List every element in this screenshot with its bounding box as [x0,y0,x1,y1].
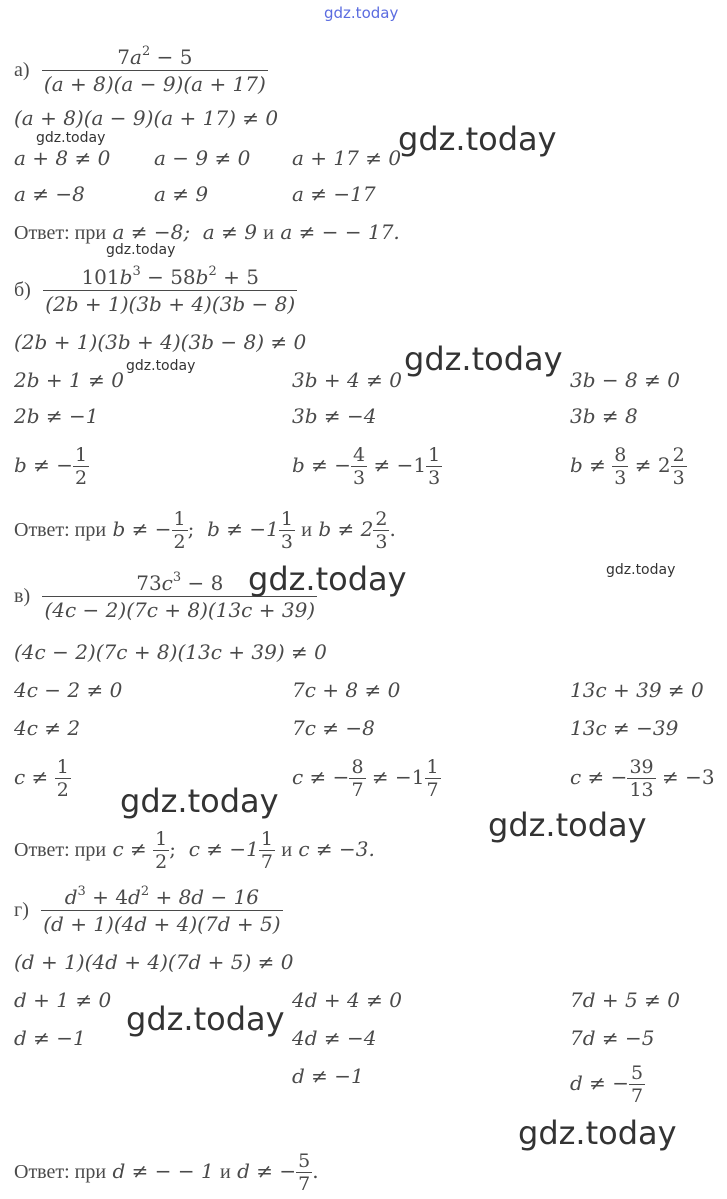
part-a-cond-3: a + 17 ≠ 0 [292,146,402,170]
part-g-label: г) [14,899,29,921]
watermark: gdz.today [488,806,647,844]
watermark-top: gdz.today [324,4,399,22]
part-a-label: а) [14,59,30,81]
part-v-numerator: $73c^3 - 8$ [42,570,317,597]
part-v-condition: (4c − 2)(7c + 8)(13c + 39) ≠ 0 [14,640,327,664]
part-b-cond-3: 3b − 8 ≠ 0 [570,368,680,392]
watermark: gdz.today [106,242,176,258]
watermark: gdz.today [398,120,557,158]
part-v-denominator: (4c − 2)(7c + 8)(13c + 39) [44,598,316,622]
part-b-numerator: $101b^3 - 58b^2 + 5$ [43,264,297,291]
part-b-answer: Ответ: при b ≠ − $\frac{1}{2}$ ; b ≠ −1 $\frac{1}{3}$ и b ≠ 2 $\frac{2}{3}$ . [14,508,396,553]
part-v-cond-3: 13c + 39 ≠ 0 [570,678,704,702]
part-v-answer: Ответ: при c ≠ $\frac{1}{2}$ ; c ≠ −1 $\frac{1}{7}$ и c ≠ −3. [14,828,375,873]
part-a-sol-2: a ≠ 9 [154,182,209,206]
watermark: gdz.today [248,560,407,598]
part-b-condition: (2b + 1)(3b + 4)(3b − 8) ≠ 0 [14,330,307,354]
watermark: gdz.today [606,562,676,578]
watermark: gdz.today [120,782,279,820]
watermark: gdz.today [518,1114,677,1152]
part-v-root-1: c ≠ $\frac{1}{2}$ [14,756,69,801]
watermark: gdz.today [404,340,563,378]
part-v-root-3: c ≠ − $\frac{39}{13}$ ≠ −3 [570,756,715,801]
part-b-sol-1: 2b ≠ −1 [14,404,99,428]
part-a-sol-1: a ≠ −8 [14,182,85,206]
part-g-sol-2: 4d ≠ −4 [292,1026,377,1050]
part-v-sol-1: 4c ≠ 2 [14,716,81,740]
part-a-fraction [42,44,268,97]
watermark: gdz.today [36,130,106,146]
part-b-denominator: (2b + 1)(3b + 4)(3b − 8) [45,292,296,316]
part-g-numerator: $d^3 + 4d^2 + 8d - 16$ [41,884,282,911]
part-b-fraction [43,264,297,317]
part-a-expression [14,44,268,97]
part-a-condition: (a + 8)(a − 9)(a + 17) ≠ 0 [14,106,279,130]
part-g-condition: (d + 1)(4d + 4)(7d + 5) ≠ 0 [14,950,294,974]
part-g-sol-1: d ≠ −1 [14,1026,86,1050]
part-g-expression [14,884,283,937]
part-v-cond-2: 7c + 8 ≠ 0 [292,678,401,702]
part-g-denominator: (d + 1)(4d + 4)(7d + 5) [43,912,281,936]
part-v-root-2: c ≠ − $\frac{8}{7}$ ≠ −1 $\frac{1}{7}$ [292,756,439,801]
part-g-root-3: d ≠ − $\frac{5}{7}$ [570,1062,644,1107]
part-b-expression [14,264,297,317]
part-g-fraction [41,884,282,937]
part-b-sol-2: 3b ≠ −4 [292,404,377,428]
part-a-cond-1: a + 8 ≠ 0 [14,146,111,170]
part-g-sol-3: 7d ≠ −5 [570,1026,655,1050]
part-g-root-2: d ≠ −1 [292,1064,364,1088]
part-b-cond-1: 2b + 1 ≠ 0 [14,368,124,392]
part-b-cond-2: 3b + 4 ≠ 0 [292,368,402,392]
part-a-denominator: (a + 8)(a − 9)(a + 17) [43,72,266,96]
part-g-cond-2: 4d + 4 ≠ 0 [292,988,402,1012]
part-g-cond-3: 7d + 5 ≠ 0 [570,988,680,1012]
part-v-sol-2: 7c ≠ −8 [292,716,375,740]
watermark: gdz.today [126,1000,285,1038]
part-a-answer: Ответ: при a ≠ −8; a ≠ 9 и a ≠ − − 17. [14,220,400,244]
part-v-sol-3: 13c ≠ −39 [570,716,679,740]
part-b-root-3: b ≠ $\frac{8}{3}$ ≠ 2 $\frac{2}{3}$ [570,444,685,489]
part-v-cond-1: 4c − 2 ≠ 0 [14,678,123,702]
part-g-cond-1: d + 1 ≠ 0 [14,988,112,1012]
part-b-sol-3: 3b ≠ 8 [570,404,638,428]
part-v-label: в) [14,585,31,607]
part-b-label: б) [14,279,31,301]
part-a-numerator: $7a^2 - 5$ [42,44,268,71]
watermark: gdz.today [126,358,196,374]
part-a-cond-2: a − 9 ≠ 0 [154,146,251,170]
part-g-answer: Ответ: при d ≠ − − 1 и d ≠ − $\frac{5}{7}$ . [14,1150,319,1195]
part-b-root-2: b ≠ − $\frac{4}{3}$ ≠ −1 $\frac{1}{3}$ [292,444,441,489]
part-a-sol-3: a ≠ −17 [292,182,376,206]
part-b-root-1: b ≠ − $\frac{1}{2}$ [14,444,88,489]
